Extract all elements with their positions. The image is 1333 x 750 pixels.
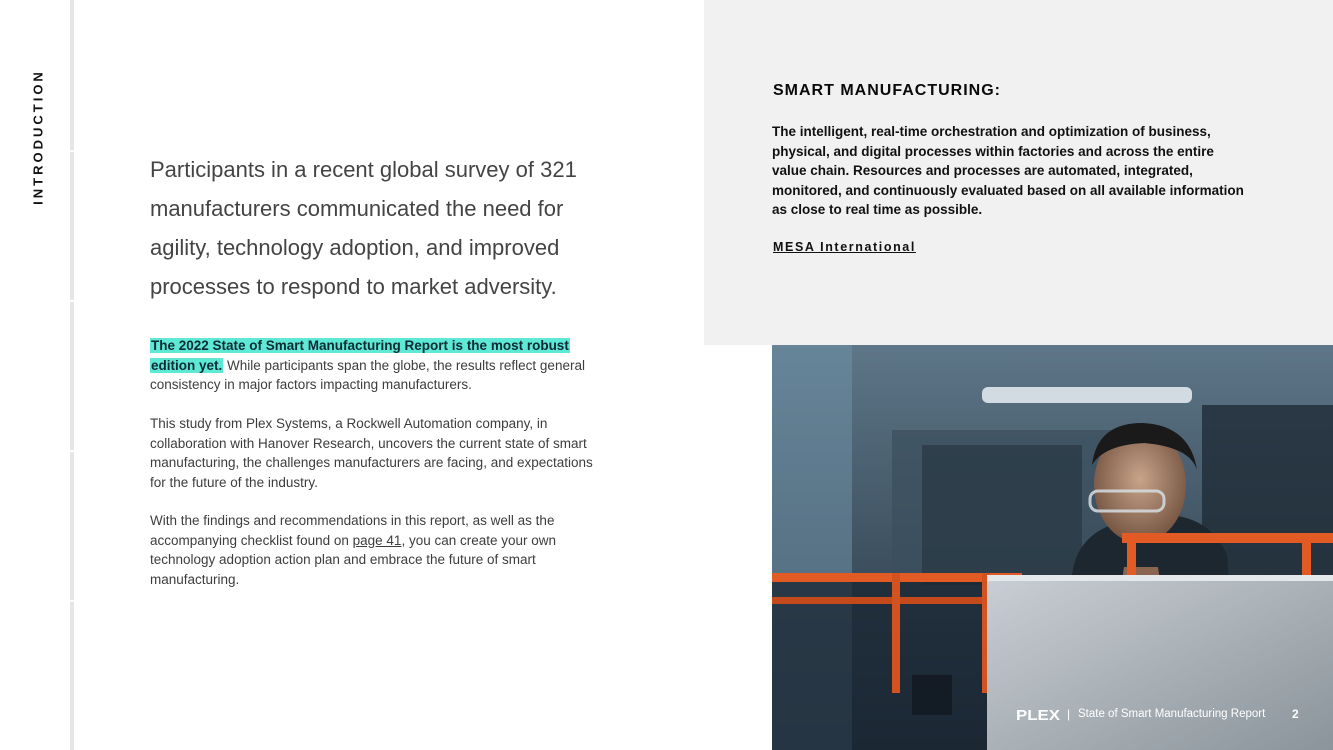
definition-source-link[interactable]: MESA International bbox=[773, 240, 916, 254]
definition-body: The intelligent, real-time orchestration and optimization of business, physical, and digital processes within factories and across the entire value chain. Resources and processes are automated, integrated, monitored, and continuously evaluated based on all available information as close to real time as possible. bbox=[772, 124, 1244, 217]
report-title: State of Smart Manufacturing Report bbox=[1078, 708, 1266, 720]
side-rail bbox=[70, 0, 74, 750]
section-label: INTRODUCTION bbox=[30, 69, 46, 205]
rail-divider bbox=[70, 150, 74, 152]
footer bbox=[1016, 706, 1316, 726]
lead-paragraph: Participants in a recent global survey of 321 manufacturers communicated the need for agility, technology adoption, and improved processes to respond to market adversity. bbox=[150, 157, 577, 299]
rail-divider bbox=[70, 450, 74, 452]
worker-photo bbox=[772, 345, 1333, 750]
page-number: 2 bbox=[1292, 707, 1299, 721]
definition-panel bbox=[704, 0, 1333, 345]
footer-separator: | bbox=[1067, 707, 1071, 721]
rail-divider bbox=[70, 600, 74, 602]
plex-logo-text: PLEX bbox=[1016, 707, 1060, 724]
rail-divider bbox=[70, 300, 74, 302]
definition-title: SMART MANUFACTURING: bbox=[773, 82, 1001, 99]
paragraph-text: While participants span the globe, the results reflect general consistency in major factors impacting manufacturers. bbox=[150, 357, 585, 392]
intro-paragraph-1 bbox=[150, 336, 610, 395]
paragraph-text: With the findings and recommendations in this report, as well as the accompanying checklist found on bbox=[150, 513, 555, 548]
photo-illustration bbox=[772, 345, 1333, 750]
highlighted-sentence: The 2022 State of Smart Manufacturing Report is the most robust edition yet. bbox=[151, 338, 569, 373]
paragraph-text: , you can create your own technology adoption action plan and embrace the future of smart manufacturing. bbox=[150, 532, 557, 587]
intro-paragraph-2: This study from Plex Systems, a Rockwell Automation company, in collaboration with Hanover Research, uncovers the current state of smart manufacturing, the challenges manufacturers are facing, and expectations for the future of the industry. bbox=[150, 416, 593, 490]
intro-paragraph-3 bbox=[150, 511, 610, 589]
plex-logo bbox=[1016, 706, 1062, 724]
page-41-link[interactable]: page 41 bbox=[352, 532, 402, 548]
